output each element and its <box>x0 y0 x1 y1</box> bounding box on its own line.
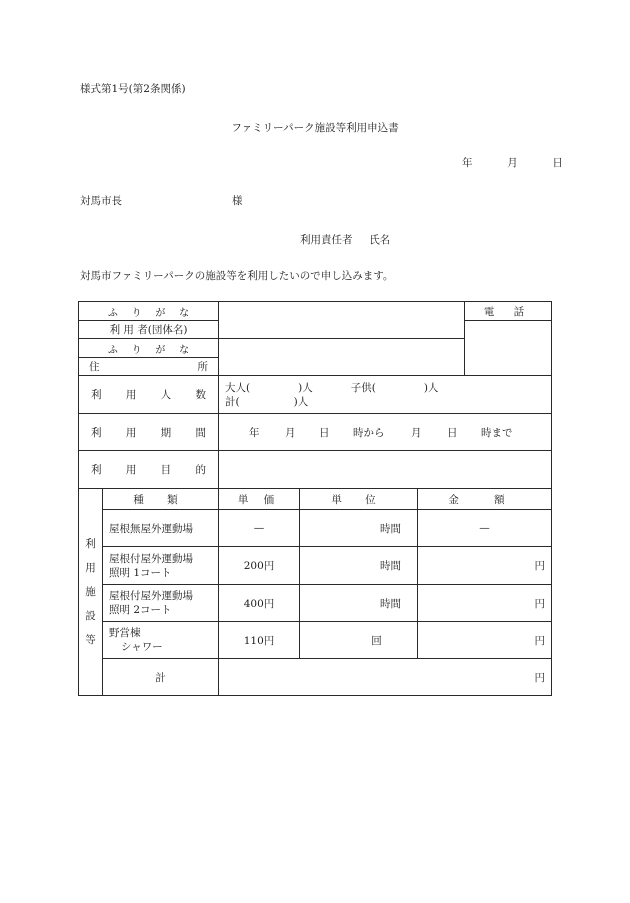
purpose-label: 利 用 目 的 <box>79 451 219 489</box>
user-name-field[interactable] <box>219 302 465 339</box>
facility-type: 屋根付屋外運動場 照明 2コート <box>103 585 219 622</box>
addressee <box>80 193 243 208</box>
facilities-label: 利 用 施 設 等 <box>79 489 103 696</box>
responsible-label: 利用責任者 <box>300 234 353 246</box>
header-unit: 単 位 <box>300 489 418 510</box>
header-amount: 金 額 <box>418 489 552 510</box>
table-row <box>79 585 552 622</box>
responsible-person <box>300 232 390 247</box>
date-year: 年 <box>462 157 473 169</box>
user-furigana-label: ふ り が な <box>79 302 219 321</box>
facility-unit: 時間 <box>300 547 418 585</box>
address-label: 住 所 <box>79 358 219 376</box>
purpose-field[interactable] <box>219 451 552 489</box>
total-label: 計 <box>103 659 219 696</box>
facility-amount[interactable]: 円 <box>418 585 552 622</box>
headcount-field[interactable]: 大人( )人 子供( )人 計( )人 <box>219 376 552 414</box>
facility-price: 200円 <box>219 547 300 585</box>
addressee-name: 対馬市長 <box>80 195 122 207</box>
header-type: 種 類 <box>103 489 219 510</box>
form-title: ファミリーパーク施設等利用申込書 <box>231 122 399 134</box>
facility-amount[interactable]: 円 <box>418 622 552 659</box>
total-row <box>79 659 552 696</box>
facility-price: — <box>219 510 300 547</box>
period-label: 利 用 期 間 <box>79 414 219 451</box>
total-amount[interactable]: 円 <box>219 659 552 696</box>
facility-price: 110円 <box>219 622 300 659</box>
phone-field[interactable] <box>465 321 552 376</box>
application-table <box>78 301 552 696</box>
responsible-name-label: 氏名 <box>369 234 391 246</box>
facility-unit: 回 <box>300 622 418 659</box>
header-price: 単 価 <box>219 489 300 510</box>
table-row <box>79 547 552 585</box>
date-line <box>462 155 563 170</box>
facility-price: 400円 <box>219 585 300 622</box>
facility-type: 屋根無屋外運動場 <box>103 510 219 547</box>
address-furigana-label: ふ り が な <box>79 339 219 358</box>
facility-type: 野営棟 シャワー <box>103 622 219 659</box>
facility-type: 屋根付屋外運動場 照明 1コート <box>103 547 219 585</box>
date-month: 月 <box>507 157 518 169</box>
period-field[interactable]: 年 月 日 時から 月 日 時まで <box>219 414 552 451</box>
form-number: 様式第1号(第2条関係) <box>80 83 186 95</box>
facility-unit: 時間 <box>300 585 418 622</box>
facility-unit: 時間 <box>300 510 418 547</box>
facility-amount[interactable]: — <box>418 510 552 547</box>
application-statement: 対馬市ファミリーパークの施設等を利用したいので申し込みます。 <box>80 270 394 282</box>
addressee-honorific: 様 <box>232 195 243 207</box>
headcount-label: 利 用 人 数 <box>79 376 219 414</box>
phone-label: 電 話 <box>465 302 552 321</box>
date-day: 日 <box>552 157 563 169</box>
table-row <box>79 510 552 547</box>
user-label: 利 用 者(団体名) <box>79 321 219 339</box>
table-row <box>79 622 552 659</box>
facility-amount[interactable]: 円 <box>418 547 552 585</box>
address-field[interactable] <box>219 339 465 376</box>
